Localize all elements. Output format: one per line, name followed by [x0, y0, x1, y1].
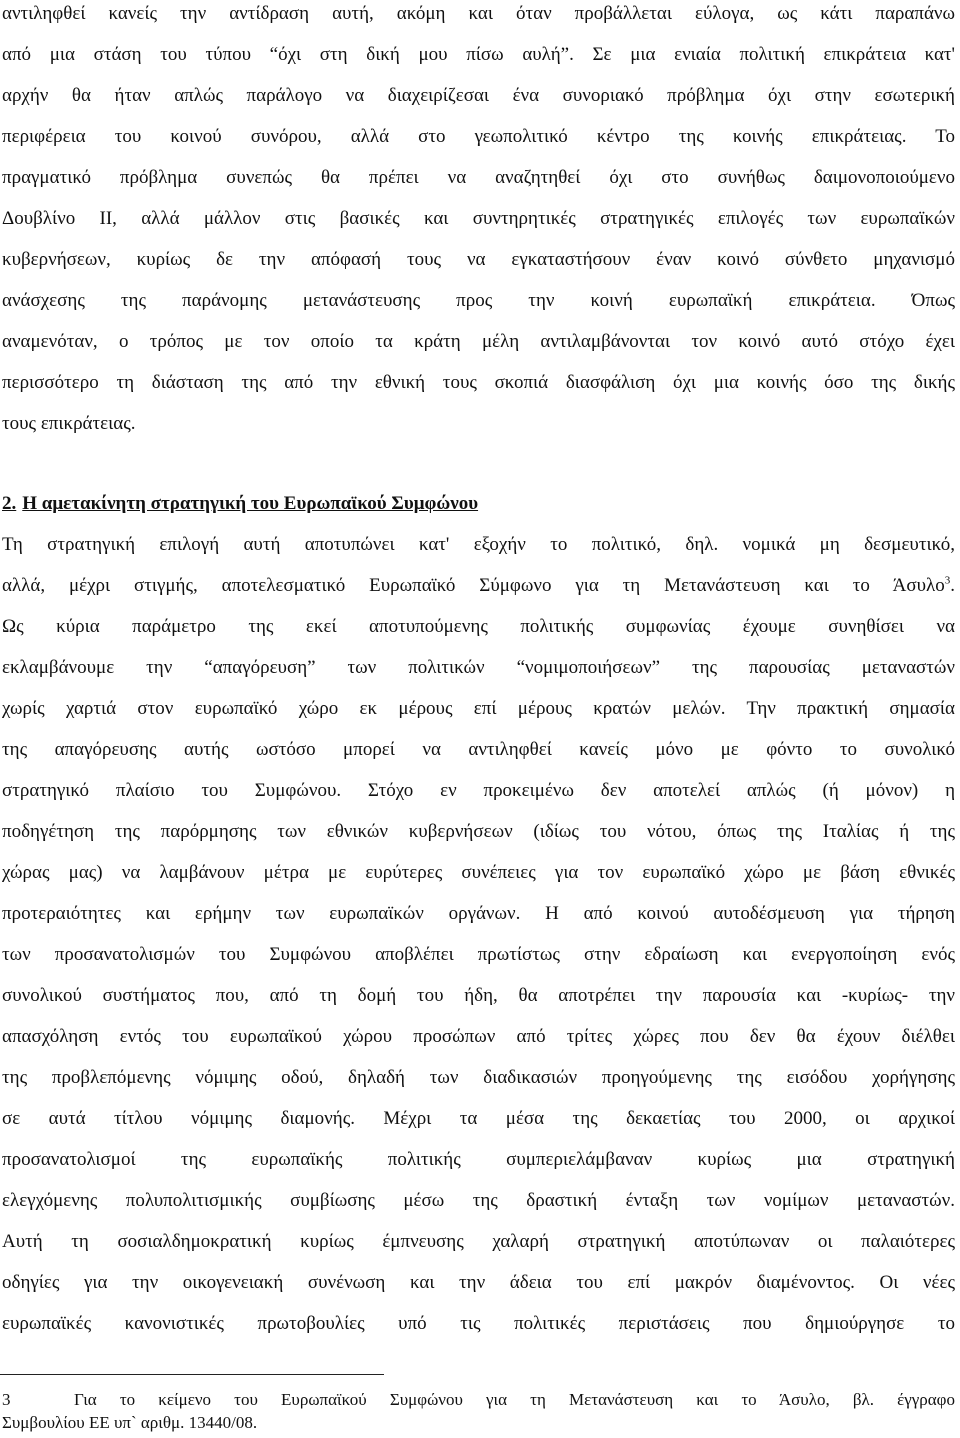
- text-line-with-footnote-ref: [2, 576, 955, 596]
- footnote-text: Για το κείμενο του Ευρωπαϊκού Συμφώνου για τη Μετανάστευση και το Άσυλο, βλ. έγγραφο: [74, 1390, 955, 1409]
- text-segment: .: [950, 575, 955, 596]
- text-line: τους επικράτειας.: [2, 413, 136, 434]
- text-line: περισσότερο τη διάσταση της από την εθνική τους σκοπιά διασφάλιση όχι μια κοινής όσο της δικής: [2, 372, 955, 393]
- text-line: προτεραιότητες και ερήμην των ευρωπαϊκών οργάνων. Η από κοινού αυτοδέσμευση για τήρηση: [2, 903, 955, 924]
- section-heading: [2, 494, 478, 514]
- footnote: [2, 1390, 955, 1410]
- text-line: ελεγχόμενης πολυπολιτισμικής συμβίωσης μέσω της δραστική ένταξη των νομίμων μεταναστών.: [2, 1190, 955, 1211]
- footnote-number: 3: [2, 1390, 11, 1409]
- text-line: κυβερνήσεων, κυρίως δε την απόφασή τους να εγκαταστήσουν έναν κοινό σύνθετο μηχανισμό: [2, 249, 955, 270]
- section-number: 2.: [2, 493, 17, 514]
- text-line: Ως κύρια παράμετρο της εκεί αποτυπούμενης πολιτικής συμφωνίας έχουμε συνηθίσει να: [2, 616, 955, 637]
- text-line: εκλαμβάνουμε την “απαγόρευση” των πολιτικών “νομιμοποιήσεων” της παρουσίας μεταναστών: [2, 657, 955, 678]
- footnote-separator: [0, 1374, 384, 1375]
- text-line: της απαγόρευσης αυτής ωστόσο μπορεί να αντιληφθεί κανείς μόνο με φόντο το συνολικό: [2, 739, 955, 760]
- text-line: από μια στάση του τύπου “όχι στη δική μου πίσω αυλή”. Σε μια ενιαία πολιτική επικράτεια κατ': [2, 44, 955, 65]
- text-line: ανάσχεσης της παράνομης μετανάστευσης προς την κοινή ευρωπαϊκή επικράτεια. Όπως: [2, 290, 955, 311]
- text-line: χώρας μας) να λαμβάνουν μέτρα με ευρύτερες συνέπειες για τον ευρωπαϊκό χώρο με βάση εθνικές: [2, 862, 955, 883]
- footnote-reference[interactable]: 3: [944, 574, 951, 587]
- text-line: περιφέρεια του κοινού συνόρου, αλλά στο γεωπολιτικό κέντρο της κοινής επικράτειας. Το: [2, 126, 955, 147]
- text-line: ευρωπαϊκές κανονιστικές πρωτοβουλίες υπό τις πολιτικές περιστάσεις που δημιούργησε το: [2, 1313, 955, 1334]
- footnote-continuation: Συμβουλίου ΕΕ υπ` αριθμ. 13440/08.: [2, 1413, 258, 1432]
- section-title: Η αμετακίνητη στρατηγική του Ευρωπαϊκού Συμφώνου: [22, 493, 479, 514]
- text-line: απασχόληση εντός του ευρωπαϊκού χώρου προσώπων από τρίτες χώρες που δεν θα έχουν διέλθει: [2, 1026, 955, 1047]
- text-line: οδηγίες για την οικογενειακή συνένωση και την άδεια του επί μακρόν διαμένοντος. Οι νέες: [2, 1272, 955, 1293]
- text-line: Τη στρατηγική επιλογή αυτή αποτυπώνει κατ' εξοχήν το πολιτικό, δηλ. νομικά μη δεσμευτικό,: [2, 534, 955, 555]
- text-line: των προσανατολισμών του Συμφώνου αποβλέπει πρωτίστως στην εδραίωση και ενεργοποίηση ενός: [2, 944, 955, 965]
- text-line: αντιληφθεί κανείς την αντίδραση αυτή, ακόμη και όταν προβάλλεται εύλογα, ως κάτι παραπάνω: [2, 3, 955, 24]
- text-line: συνολικού συστήματος που, από τη δομή του ήδη, θα αποτρέπει την παρουσία και -κυρίως- την: [2, 985, 955, 1006]
- text-line: πραγματικό πρόβλημα συνεπώς θα πρέπει να αναζητηθεί όχι στο συνήθως δαιμονοποιούμενο: [2, 167, 955, 188]
- text-line: χωρίς χαρτιά στον ευρωπαϊκό χώρο εκ μέρους επί μέρους κρατών μελών. Την πρακτική σημασία: [2, 698, 955, 719]
- text-line: στρατηγικό πλαίσιο του Συμφώνου. Στόχο εν προκειμένω δεν αποτελεί απλώς (ή μόνον) η: [2, 780, 955, 801]
- text-line: Αυτή τη σοσιαλδημοκρατική κυρίως έμπνευσης χαλαρή στρατηγική αποτύπωναν οι παλαιότερες: [2, 1231, 955, 1252]
- text-line: ποδηγέτηση της παρόρμησης των εθνικών κυβερνήσεων (ιδίως του νότου, όπως της Ιταλίας ή της: [2, 821, 955, 842]
- text-line: προσανατολισμοί της ευρωπαϊκής πολιτικής συμπεριελάμβαναν κυρίως μια στρατηγική: [2, 1149, 955, 1170]
- text-segment: αλλά, μέχρι στιγμής, αποτελεσματικό Ευρωπαϊκό Σύμφωνο για τη Μετανάστευση και το Άσυλο: [2, 575, 945, 596]
- text-line: αρχήν θα ήταν απλώς παράλογο να διαχειρίζεσαι ένα συνοριακό πρόβλημα όχι στην εσωτερική: [2, 85, 955, 106]
- text-line: σε αυτά τίτλου νόμιμης διαμονής. Μέχρι τα μέσα της δεκαετίας του 2000, οι αρχικοί: [2, 1108, 955, 1129]
- text-line: αναμενόταν, ο τρόπος με τον οποίο τα κράτη μέλη αντιλαμβάνονται τον κοινό αυτό στόχο έχει: [2, 331, 955, 352]
- text-line: Δουβλίνο ΙΙ, αλλά μάλλον στις βασικές και συντηρητικές στρατηγικές επιλογές των ευρωπαϊκών: [2, 208, 955, 229]
- text-line: της προβλεπόμενης νόμιμης οδού, δηλαδή των διαδικασιών προηγούμενης της εισόδου χορήγησης: [2, 1067, 955, 1088]
